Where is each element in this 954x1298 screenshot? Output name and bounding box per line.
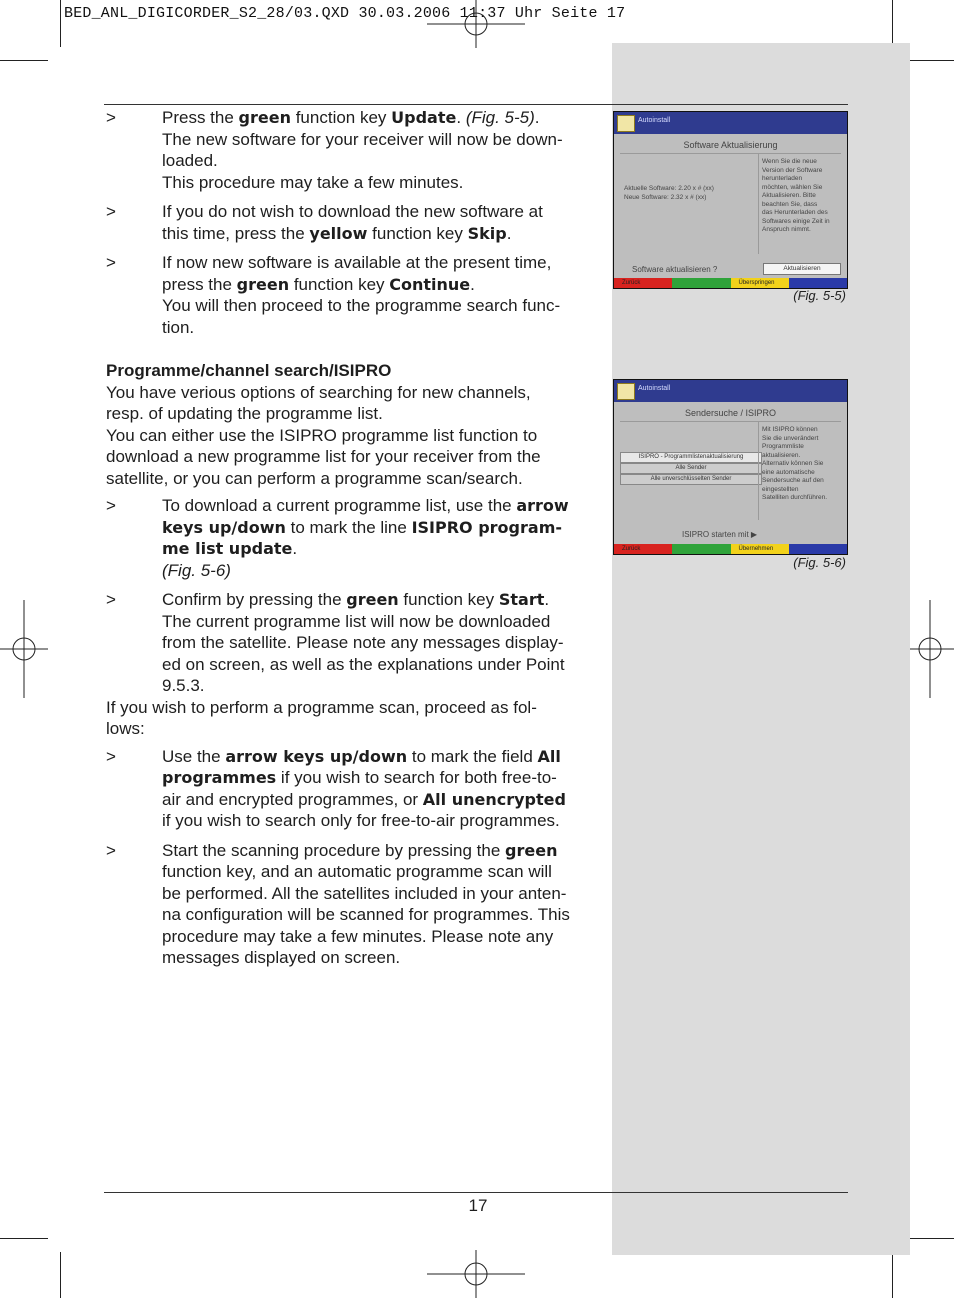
bullet-item <box>106 746 598 832</box>
bullets-mid <box>106 495 598 697</box>
bullet-text <box>162 746 598 832</box>
screen-top-label: Autoinstall <box>638 117 671 124</box>
crop-mark <box>60 1252 61 1298</box>
help-line: eingestellten <box>762 485 799 493</box>
help-line: Sie die unverändert <box>762 434 819 442</box>
help-line: herunterladen <box>762 175 803 182</box>
bold-term: green <box>236 274 290 294</box>
text-run: if you wish to search only for free-to-air programmes. <box>162 811 560 830</box>
help-line: Anspruch nimmt. <box>762 226 811 233</box>
text-run: this time, press the <box>162 223 310 243</box>
bullet-marker: > <box>106 253 116 272</box>
screen-title: Sendersuche / ISIPRO <box>620 408 841 422</box>
section-heading: Programme/channel search/ISIPRO <box>106 361 392 380</box>
help-line: Mit ISIPRO können <box>762 426 818 433</box>
text-run: ed on screen, as well as the explanations under Point <box>162 654 565 674</box>
bold-term: green <box>238 108 291 127</box>
text-run: Confirm by pressing the <box>162 590 347 609</box>
text-run: This procedure may take a few minutes. <box>162 172 464 192</box>
bullet-marker: > <box>106 746 116 766</box>
green-key <box>672 278 730 288</box>
bullet-marker: > <box>106 590 116 609</box>
intro-line: You have verious options of searching for new channels, <box>106 382 531 402</box>
screen-title: Software Aktualisierung <box>620 140 841 154</box>
text-run: messages displayed on screen. <box>162 948 401 967</box>
blue-key <box>789 278 847 288</box>
bullet-text <box>162 201 598 244</box>
text-run: If now new software is available at the present time, <box>162 253 552 272</box>
screen-top-bar <box>614 380 847 402</box>
bold-term: Update <box>391 108 457 127</box>
text-run: The new software for your receiver will now be down- <box>162 129 563 149</box>
bullet-item <box>106 107 598 193</box>
help-line: Alternativ können Sie <box>762 460 824 467</box>
text-run: You will then proceed to the programme search func- <box>162 296 561 315</box>
help-line: Satelliten durchführen. <box>762 494 828 501</box>
bullets-top <box>106 107 598 338</box>
text-run: tion. <box>162 317 195 337</box>
screen-top-label: Autoinstall <box>638 385 671 392</box>
intro-line: download a new programme list for your receiver from the <box>106 447 541 466</box>
text-run: from the satellite. Please note any messages display- <box>162 633 564 652</box>
top-rule <box>104 104 848 105</box>
text-run: (Fig. 5-5) <box>465 108 535 127</box>
yellow-key: Übernehmen <box>731 544 789 554</box>
text-run: na configuration will be scanned for programmes. This <box>162 905 570 924</box>
crop-mark <box>906 60 954 61</box>
tv-logo-icon <box>617 383 635 400</box>
text-run: press the <box>162 274 237 294</box>
bullet-text <box>162 589 598 697</box>
update-question: Software aktualisieren ? <box>632 265 718 274</box>
figure-5-5-caption: (Fig. 5-5) <box>793 288 846 303</box>
crop-mark <box>892 0 893 47</box>
bullet-marker: > <box>106 496 116 515</box>
bold-term: programmes <box>162 768 277 787</box>
bold-term: me list update <box>162 539 293 558</box>
info-line: Neue Software: 2.32 x # (xx) <box>624 194 707 201</box>
list-item-all: Alle Sender <box>620 463 762 474</box>
bullet-marker: > <box>106 840 116 860</box>
bold-term: arrow <box>516 496 569 515</box>
text-run: to mark the line <box>285 517 412 537</box>
isipro-question-text: ISIPRO starten mit <box>682 530 749 539</box>
help-line: Aktualisieren. Bitte <box>762 192 816 199</box>
registration-mark-bottom <box>427 1250 525 1298</box>
help-line: Programmliste <box>762 443 804 450</box>
bold-term: Start <box>498 590 545 609</box>
text-run: procedure may take a few minutes. Please note any <box>162 926 554 946</box>
crop-mark <box>892 1252 893 1298</box>
text-run: To download a current programme list, use the <box>162 496 517 515</box>
info-line: Aktuelle Software: 2.20 x # (xx) <box>624 185 714 192</box>
list-item-isipro: ISIPRO - Programmlistenaktualisierung <box>620 452 762 463</box>
help-line: Softwares einige Zeit in <box>762 217 830 225</box>
text-run: . <box>534 108 540 127</box>
bottom-rule <box>104 1192 848 1193</box>
tv-logo-icon <box>617 115 635 132</box>
crop-mark <box>60 0 61 47</box>
help-pane <box>758 154 843 254</box>
bullet-item <box>106 589 598 697</box>
green-key <box>672 544 730 554</box>
bullet-item <box>106 252 598 338</box>
scan-intro-line: If you wish to perform a programme scan, proceed as fol- <box>106 697 537 717</box>
bold-term: Continue <box>389 274 471 294</box>
text-run: The current programme list will now be downloaded <box>162 611 551 631</box>
bold-term: arrow keys up/down <box>225 746 408 766</box>
function-keys <box>614 278 847 288</box>
text-run: (Fig. 5-6) <box>162 560 231 580</box>
text-run: . <box>292 539 298 558</box>
list-item-unencrypted: Alle unverschlüsselten Sender <box>620 474 762 485</box>
text-run: Start the scanning procedure by pressing the <box>162 840 506 860</box>
registration-mark-left <box>0 600 48 698</box>
intro-line: You can either use the ISIPRO programme list function to <box>106 425 538 445</box>
text-run: 9.5.3. <box>162 676 205 695</box>
figure-5-6-caption: (Fig. 5-6) <box>793 555 846 570</box>
crop-mark <box>0 60 48 61</box>
bullets-bottom <box>106 746 598 969</box>
text-run: function key <box>367 223 468 243</box>
text-run: be performed. All the satellites included in your anten- <box>162 883 567 903</box>
print-header: BED_ANL_DIGICORDER_S2_28/03.QXD 30.03.2006 11:37 Uhr Seite 17 <box>64 5 626 22</box>
help-line: eine automatische <box>762 468 815 476</box>
update-button: Aktualisieren <box>763 263 841 275</box>
ok-icon: ▶ <box>750 530 758 539</box>
text-run: function key <box>398 590 499 609</box>
registration-mark-top <box>427 0 525 48</box>
bold-term: green <box>346 590 399 609</box>
scan-intro <box>106 697 598 740</box>
bold-term: ISIPRO program- <box>411 517 562 537</box>
bullet-text <box>162 495 598 581</box>
bullet-text <box>162 252 598 338</box>
text-run: Press the <box>162 108 239 127</box>
help-line: beachten Sie, dass <box>762 200 818 208</box>
bullet-marker: > <box>106 108 116 127</box>
help-line: aktualisieren. <box>762 451 801 459</box>
intro-line: resp. of updating the programme list. <box>106 404 383 423</box>
figure-5-5-screen <box>613 111 848 289</box>
figure-5-6-screen <box>613 379 848 555</box>
bold-term: Skip <box>467 223 507 243</box>
text-run: air and encrypted programmes, or <box>162 789 423 809</box>
text-run: if you wish to search for both free-to- <box>276 768 557 787</box>
bullet-item <box>106 840 598 969</box>
bullet-item <box>106 495 598 581</box>
text-run: Use the <box>162 746 226 766</box>
help-line: möchten, wählen Sie <box>762 183 823 191</box>
help-line: das Herunterladen des <box>762 209 828 216</box>
text-run: function key <box>289 274 390 294</box>
bullet-item <box>106 201 598 244</box>
page-number: 17 <box>468 1196 488 1215</box>
screen-top-bar <box>614 112 847 134</box>
text-run: to mark the field <box>407 746 538 766</box>
software-info <box>624 184 714 202</box>
main-text-column <box>106 107 598 977</box>
yellow-key: Überspringen <box>731 278 789 288</box>
bold-term: green <box>505 840 558 860</box>
blue-key <box>789 544 847 554</box>
intro-line: satellite, or you can perform a programme scan/search. <box>106 468 523 488</box>
help-line: Version der Software <box>762 166 823 174</box>
crop-mark <box>0 1238 48 1239</box>
text-run: . <box>506 223 512 243</box>
text-run: . <box>456 108 466 127</box>
text-run: function key <box>290 108 392 127</box>
bold-term: All <box>537 746 561 766</box>
bullet-marker: > <box>106 202 116 221</box>
text-run: function key, and an automatic programme scan will <box>162 862 552 881</box>
bullet-text <box>162 840 598 969</box>
text-run: If you do not wish to download the new software at <box>162 202 543 221</box>
section-intro <box>106 382 598 490</box>
red-key: Zurück <box>614 544 672 554</box>
scan-intro-line: lows: <box>106 719 145 738</box>
bold-term: keys up/down <box>162 517 286 537</box>
bold-term: All unencrypted <box>422 789 566 809</box>
help-line: Sendersuche auf den <box>762 477 824 484</box>
help-line: Wenn Sie die neue <box>762 158 817 165</box>
isipro-question <box>682 530 757 539</box>
registration-mark-right <box>906 600 954 698</box>
crop-mark <box>906 1238 954 1239</box>
bullet-text <box>162 107 598 193</box>
text-run: loaded. <box>162 151 218 170</box>
help-pane <box>758 422 843 520</box>
function-keys <box>614 544 847 554</box>
red-key: Zurück <box>614 278 672 288</box>
bold-term: yellow <box>309 223 368 243</box>
text-run: . <box>470 274 475 294</box>
text-run: . <box>544 590 550 609</box>
